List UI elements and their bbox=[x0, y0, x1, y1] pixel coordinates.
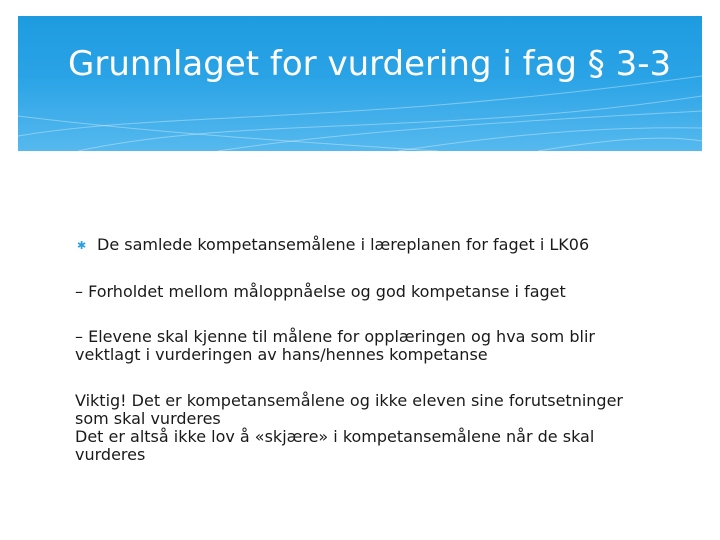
important-line-1: Viktig! Det er kompetansemålene og ikke eleven sine forutsetninger som skal vurderes bbox=[75, 391, 623, 428]
title-band bbox=[18, 16, 702, 151]
bullet-text bbox=[97, 235, 589, 254]
asterisk-bullet-icon: ✱ bbox=[77, 239, 87, 252]
bullet-item bbox=[77, 234, 680, 256]
paragraph-important bbox=[75, 392, 655, 464]
bullet-lead-text: De samlede kompetansemålene i bbox=[97, 235, 366, 254]
slide-title: Grunnlaget for vurdering i fag § 3-3 bbox=[68, 44, 672, 84]
paragraph-know-goals: – Elevene skal kjenne til målene for opplæringen og hva som blir vektlagt i vurderingen av hans/hennes kompetanse bbox=[75, 327, 595, 364]
paragraph-achievement: – Forholdet mellom måloppnåelse og god kompetanse i faget bbox=[75, 282, 566, 301]
important-line-2: Det er altså ikke lov å «skjære» i kompetansemålene når de skal vurderes bbox=[75, 427, 595, 464]
bullet-rest-text: læreplanen for faget i LK06 bbox=[365, 235, 590, 254]
